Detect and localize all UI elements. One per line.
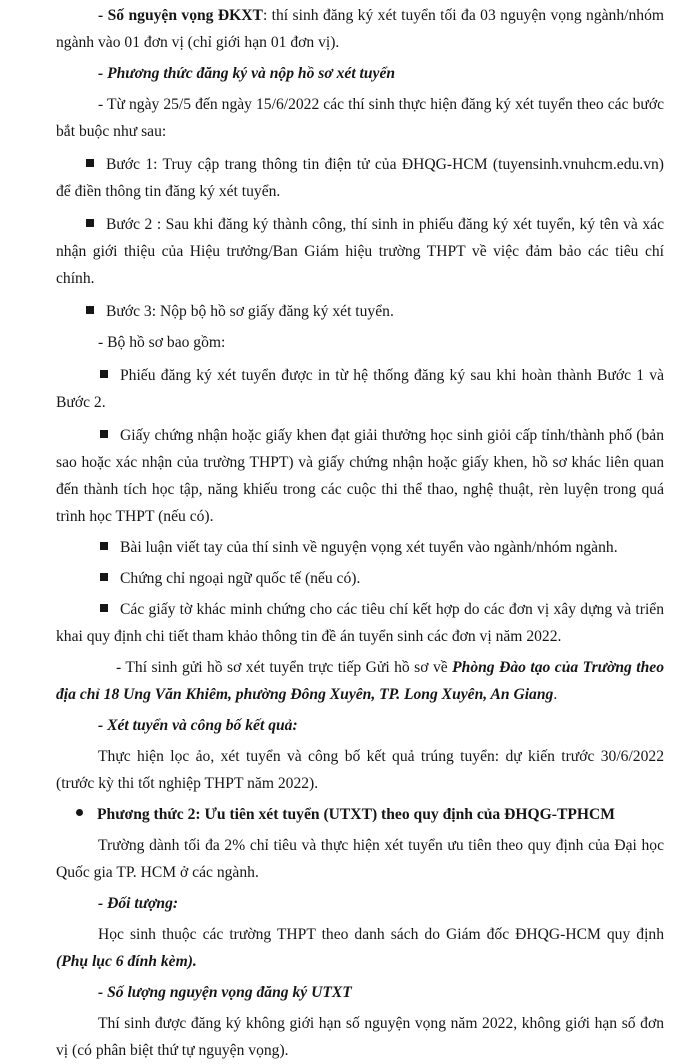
submission-end: . xyxy=(553,686,558,703)
text-number-of-choices: : thí sinh đăng ký xét tuyển tối đa 03 nguyện vọng ngành/nhóm ngành vào 01 đơn vị (chỉ giới hạn 01 đơn vị). xyxy=(56,7,665,51)
paragraph-registration-period: - Từ ngày 25/5 đến ngày 15/6/2022 các thí sinh thực hiện đăng ký xét tuyển theo các bước bắt buộc như sau: xyxy=(56,96,664,140)
paragraph-number-of-choices xyxy=(56,2,664,56)
item-1-text: Phiếu đăng ký xét tuyển được in từ hệ thống đăng ký sau khi hoàn thành Bước 1 và Bước 2. xyxy=(56,367,664,411)
square-bullet-icon xyxy=(100,573,108,581)
item-2-text: Giấy chứng nhận hoặc giấy khen đạt giải thưởng học sinh giỏi cấp tỉnh/thành phố (bản sao hoặc xác nhận của trường THPT) và giấy chứng nhận hoặc giấy khen, hồ sơ khác liên quan đến thành tích học tập, năng khiếu trong các cuộc thi thể thao, nghệ thuật, rèn luyện trong quá trình học THPT (nếu có). xyxy=(56,427,664,525)
submission-address: Phòng Đào tạo của Trường theo địa chỉ 18 Ung Văn Khiêm, phường Đông Xuyên, TP. Long Xuyên, An Giang xyxy=(56,659,664,703)
list-item-other-documents xyxy=(56,596,664,650)
heading-results: - Xét tuyển và công bố kết quả: xyxy=(98,717,298,734)
step-3-text: Bước 3: Nộp bộ hồ sơ giấy đăng ký xét tuyển. xyxy=(106,303,394,320)
item-5-text: Các giấy tờ khác minh chứng cho các tiêu chí kết hợp do các đơn vị xây dựng và triển khai quy định chi tiết tham khảo thông tin đề án tuyển sinh các đơn vị năm 2022. xyxy=(56,601,664,645)
square-bullet-icon xyxy=(100,604,108,612)
heading-registration-method: - Phương thức đăng ký và nộp hồ sơ xét tuyển xyxy=(98,65,396,82)
item-3-text: Bài luận viết tay của thí sinh về nguyện vọng xét tuyển vào ngành/nhóm ngành. xyxy=(120,539,618,556)
list-item-essay xyxy=(56,534,664,561)
square-bullet-icon xyxy=(86,306,94,314)
list-item-step-1 xyxy=(56,151,664,205)
paragraph-unlimited-choices: Thí sinh được đăng ký không giới hạn số nguyện vọng năm 2022, không giới hạn số đơn vị (có phân biệt thứ tự nguyện vọng). xyxy=(56,1015,664,1059)
eligible-text: Học sinh thuộc các trường THPT theo danh sách do Giám đốc ĐHQG-HCM quy định xyxy=(98,926,664,943)
paragraph-quota: Trường dành tối đa 2% chỉ tiêu và thực hiện xét tuyển ưu tiên theo quy định của Đại học Quốc gia TP. HCM ở các ngành. xyxy=(56,837,664,881)
square-bullet-icon xyxy=(86,159,94,167)
paragraph-documents-include: - Bộ hồ sơ bao gồm: xyxy=(98,334,226,351)
list-item-language-certificate xyxy=(56,565,664,592)
square-bullet-icon xyxy=(100,542,108,550)
item-4-text: Chứng chỉ ngoại ngữ quốc tế (nếu có). xyxy=(120,570,361,587)
paragraph-results: Thực hiện lọc ảo, xét tuyển và công bố kết quả trúng tuyển: dự kiến trước 30/6/2022 (trước kỳ thi tốt nghiệp THPT năm 2022). xyxy=(56,748,664,792)
list-item-certificates xyxy=(56,422,664,530)
method-2-text: Phương thức 2: Ưu tiên xét tuyển (UTXT) theo quy định của ĐHQG-TPHCM xyxy=(97,806,615,823)
square-bullet-icon xyxy=(100,430,108,438)
label-number-of-choices: - Số nguyện vọng ĐKXT xyxy=(98,7,263,24)
paragraph-submission-address xyxy=(56,654,664,708)
square-bullet-icon xyxy=(86,219,94,227)
step-2-text: Bước 2 : Sau khi đăng ký thành công, thí sinh in phiếu đăng ký xét tuyển, ký tên và xác nhận giới thiệu của Hiệu trưởng/Ban Giám hiệu trường THPT về việc đảm bảo các tiêu chí chính. xyxy=(56,216,664,287)
square-bullet-icon xyxy=(100,370,108,378)
round-bullet-icon xyxy=(76,809,83,816)
list-item-step-3 xyxy=(56,298,664,325)
heading-number-of-utxt-choices: - Số lượng nguyện vọng đăng ký UTXT xyxy=(98,984,352,1001)
heading-method-2 xyxy=(50,801,664,828)
heading-eligible-candidates: - Đối tượng: xyxy=(98,895,179,912)
step-1-text: Bước 1: Truy cập trang thông tin điện tử của ĐHQG-HCM (tuyensinh.vnuhcm.edu.vn) để điền thông tin đăng ký xét tuyển. xyxy=(56,156,664,200)
submission-text: - Thí sinh gửi hồ sơ xét tuyển trực tiếp Gửi hồ sơ về xyxy=(116,659,453,676)
list-item-step-2 xyxy=(56,211,664,292)
list-item-registration-form xyxy=(56,362,664,416)
appendix-reference: (Phụ lục 6 đính kèm). xyxy=(56,953,197,970)
